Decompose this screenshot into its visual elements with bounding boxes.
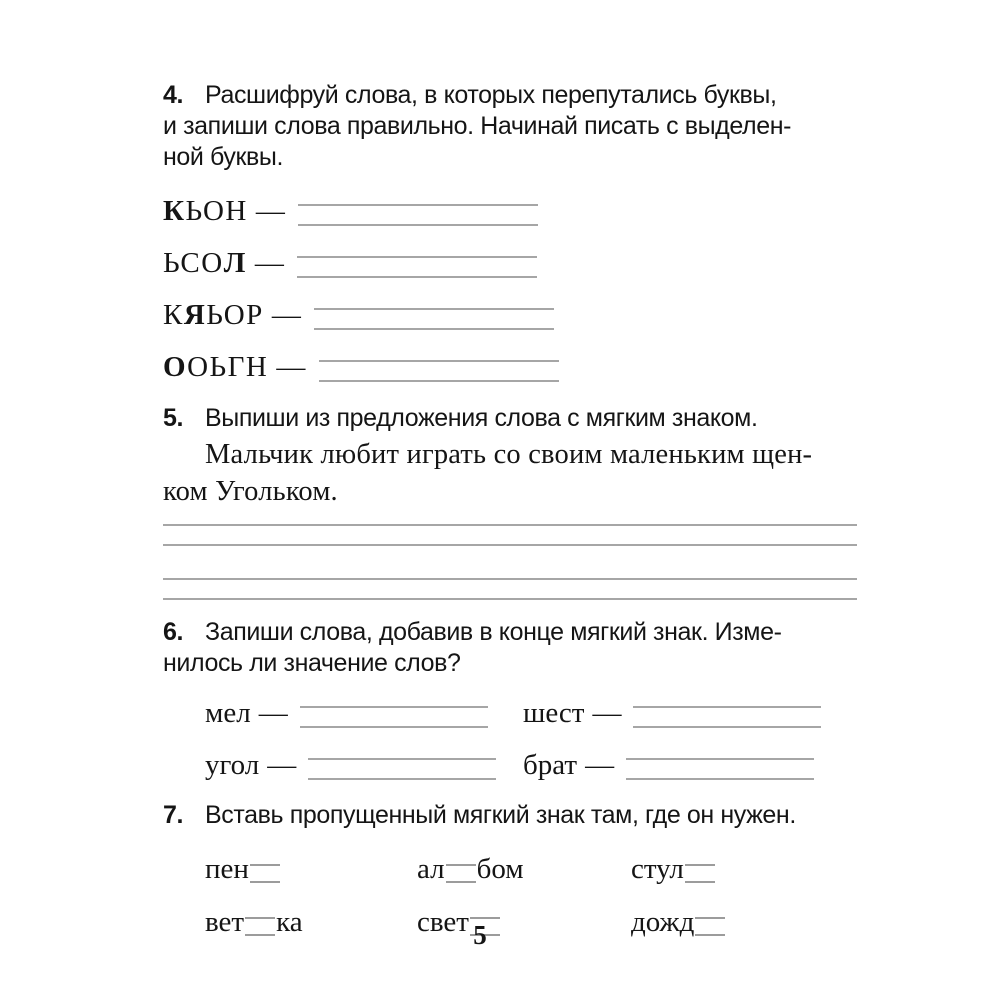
highlighted-letter: О xyxy=(163,351,188,383)
word-text: ЬСОЛ xyxy=(163,247,247,279)
word-text: угол xyxy=(205,749,260,781)
letter-gap-word: вет ка xyxy=(205,906,303,938)
em-dash: — xyxy=(592,697,622,729)
em-dash: — xyxy=(585,749,615,781)
answer-ruled-line xyxy=(163,544,857,546)
em-dash: — xyxy=(267,749,297,781)
task-number-5: 5. xyxy=(163,404,184,432)
task-number-7: 7. xyxy=(163,801,184,829)
exercise-5-instruction-line xyxy=(163,403,857,434)
instruction-text: Вставь пропущенный мягкий знак там, где он нужен. xyxy=(205,801,796,829)
write-blank xyxy=(308,758,496,780)
exercise-4-instruction-line: и запиши слова правильно. Начинай писать с выделен- xyxy=(163,112,792,140)
source-sentence xyxy=(163,436,857,510)
scrambled-word-row xyxy=(163,195,857,225)
em-dash: — xyxy=(276,351,307,383)
scrambled-words-list xyxy=(163,195,857,381)
exercise-7 xyxy=(163,800,857,939)
instruction-text: Расшифруй слова, в которых перепутались буквы, xyxy=(205,81,777,109)
write-blank xyxy=(626,758,814,780)
em-dash: — xyxy=(254,247,286,279)
exercise-4 xyxy=(163,80,857,381)
scrambled-word-row xyxy=(163,247,857,277)
write-blank xyxy=(298,204,538,226)
word-pair xyxy=(523,697,857,727)
word-text: брат xyxy=(523,749,578,781)
exercise-6-instruction-line xyxy=(163,617,857,648)
word-text: шест xyxy=(523,697,585,729)
write-blank xyxy=(314,308,554,330)
write-blank xyxy=(633,706,821,728)
letter-gap-word: свет xyxy=(417,906,631,939)
em-dash: — xyxy=(255,195,287,227)
write-blank xyxy=(297,256,537,278)
write-blank xyxy=(300,706,488,728)
em-dash: — xyxy=(271,299,303,331)
page-number: 5 xyxy=(473,920,487,950)
scrambled-word-row xyxy=(163,299,857,329)
word-text: ООЬГН xyxy=(163,351,269,383)
word-pair xyxy=(205,749,523,779)
exercise-4-instruction-line xyxy=(163,80,857,111)
word-text: КЬОН xyxy=(163,195,248,227)
workbook-page xyxy=(163,80,857,939)
highlighted-letter: Я xyxy=(183,299,207,331)
write-blank xyxy=(319,360,559,382)
letter-gap-word: пен xyxy=(205,853,417,886)
letter-gap-word: дожд xyxy=(631,906,857,939)
exercise-7-instruction-line xyxy=(163,800,857,831)
answer-ruled-line xyxy=(163,524,857,526)
exercise-6-instruction-line: нилось ли значение слов? xyxy=(163,649,461,677)
answer-ruled-line xyxy=(163,578,857,580)
word-text: КЯЬОР xyxy=(163,299,264,331)
letter-gap-blank xyxy=(446,864,476,883)
sentence-line: Мальчик любит играть со своим маленьким щен- xyxy=(205,439,813,470)
sentence-line: ком Угольком. xyxy=(163,476,338,507)
task-number-4: 4. xyxy=(163,81,184,109)
em-dash: — xyxy=(258,697,288,729)
highlighted-letter: К xyxy=(163,195,186,227)
task-number-6: 6. xyxy=(163,618,184,646)
letter-gap-word: стул xyxy=(631,853,857,886)
word-text: мел xyxy=(205,697,251,729)
instruction-text: Выпиши из предложения слова с мягким знаком. xyxy=(205,404,758,432)
letter-gap-word: ал бом xyxy=(417,853,524,885)
exercise-5 xyxy=(163,403,857,600)
word-pair xyxy=(523,749,857,779)
exercise-4-instruction-line: ной буквы. xyxy=(163,143,284,171)
scrambled-word-row xyxy=(163,351,857,381)
letter-gap-blank xyxy=(685,864,715,883)
letter-gap-blank xyxy=(250,864,280,883)
answer-ruled-line xyxy=(163,598,857,600)
word-pairs-grid xyxy=(205,697,857,779)
exercise-6 xyxy=(163,617,857,779)
word-pair xyxy=(205,697,523,727)
highlighted-letter: Л xyxy=(223,247,247,279)
instruction-text: Запиши слова, добавив в конце мягкий знак. Изме- xyxy=(205,618,782,646)
